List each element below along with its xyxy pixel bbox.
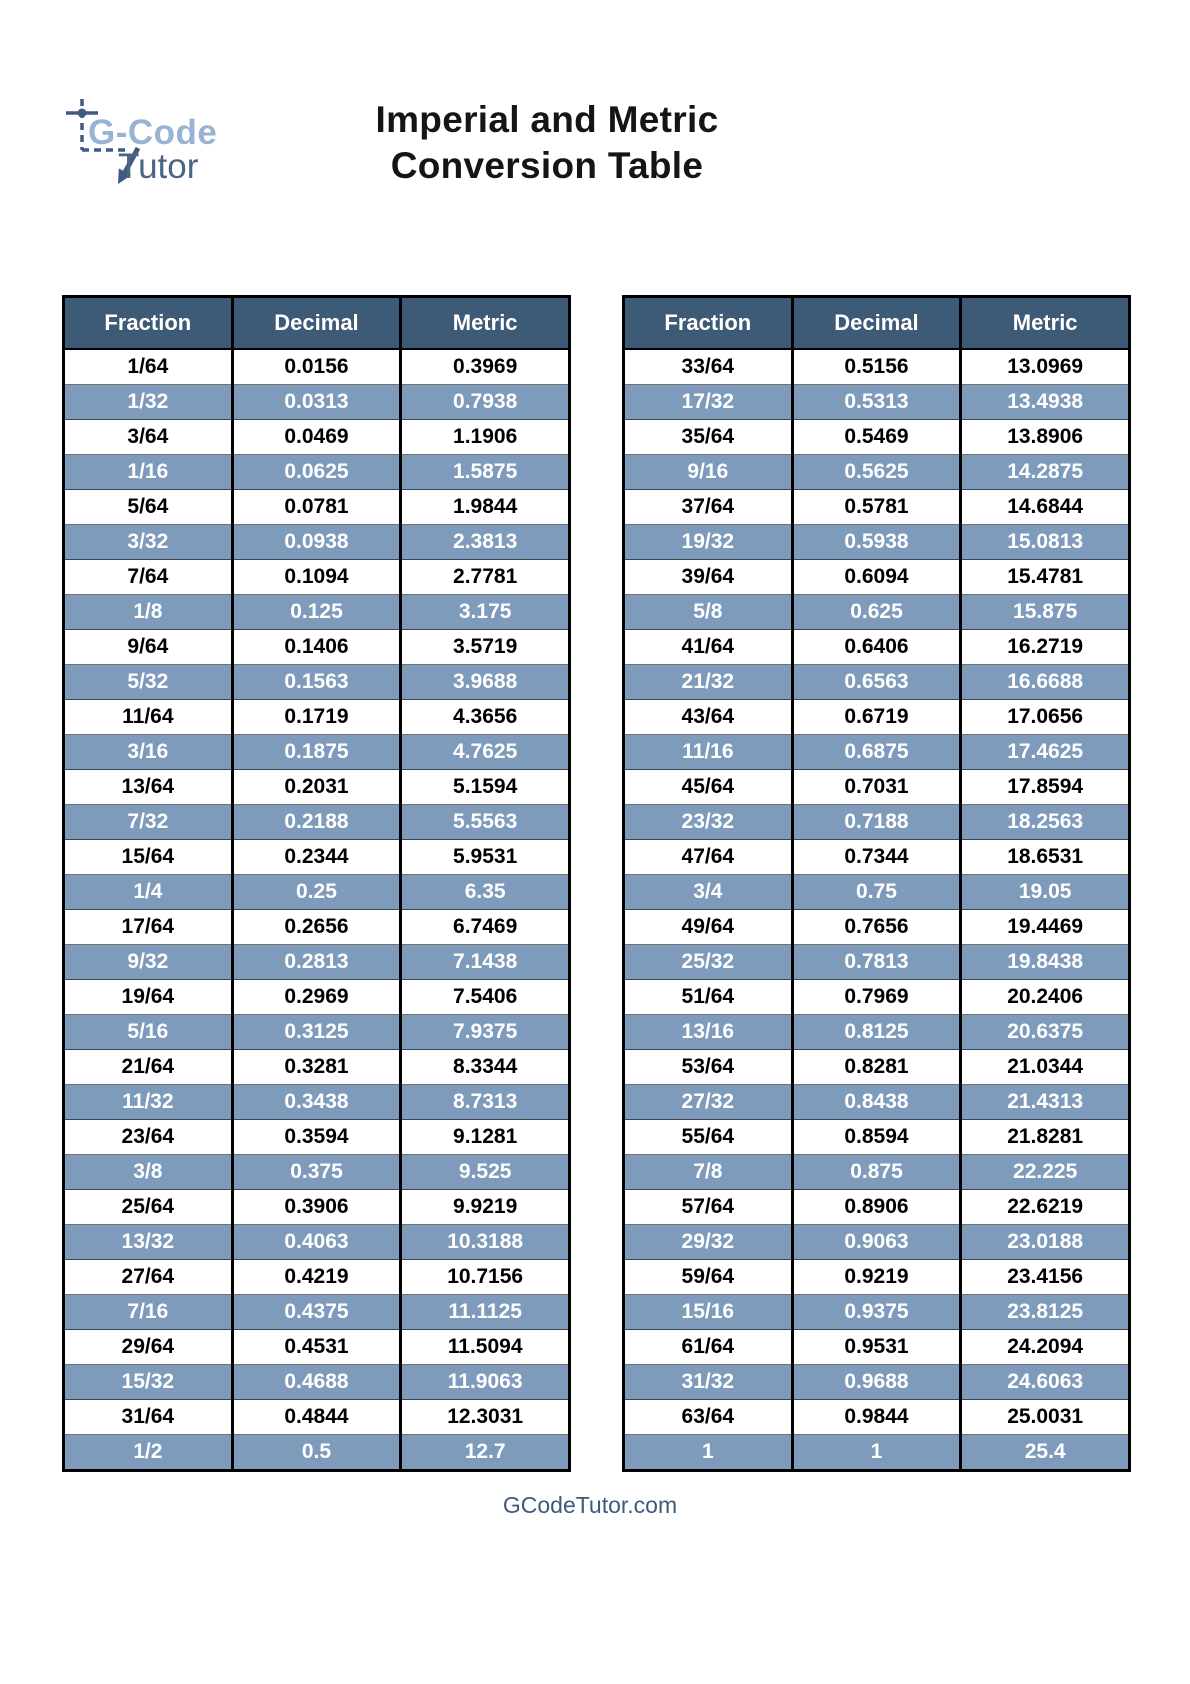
table-cell: 19/64 bbox=[64, 980, 233, 1015]
table-cell: 21/64 bbox=[64, 1050, 233, 1085]
table-cell: 0.2344 bbox=[232, 840, 401, 875]
column-header-fraction: Fraction bbox=[624, 297, 793, 350]
table-row bbox=[64, 945, 570, 980]
table-cell: 0.1719 bbox=[232, 700, 401, 735]
table-row bbox=[624, 385, 1130, 420]
table-cell: 29/32 bbox=[624, 1225, 793, 1260]
table-cell: 0.5469 bbox=[792, 420, 961, 455]
table-row bbox=[624, 980, 1130, 1015]
table-row bbox=[64, 1085, 570, 1120]
table-row bbox=[64, 420, 570, 455]
table-cell: 3/16 bbox=[64, 735, 233, 770]
table-row bbox=[64, 1435, 570, 1471]
table-cell: 17.0656 bbox=[961, 700, 1130, 735]
table-cell: 5.9531 bbox=[401, 840, 570, 875]
table-row bbox=[624, 595, 1130, 630]
table-cell: 13/16 bbox=[624, 1015, 793, 1050]
table-row bbox=[64, 700, 570, 735]
table-cell: 0.3906 bbox=[232, 1190, 401, 1225]
table-row bbox=[64, 595, 570, 630]
table-cell: 0.3438 bbox=[232, 1085, 401, 1120]
table-cell: 16.2719 bbox=[961, 630, 1130, 665]
table-cell: 3.5719 bbox=[401, 630, 570, 665]
table-row bbox=[64, 385, 570, 420]
table-cell: 11.5094 bbox=[401, 1330, 570, 1365]
table-row bbox=[624, 349, 1130, 385]
table-cell: 11.1125 bbox=[401, 1295, 570, 1330]
table-cell: 11/16 bbox=[624, 735, 793, 770]
footer-website-text: GCodeTutor.com bbox=[502, 1492, 678, 1518]
table-cell: 0.5781 bbox=[792, 490, 961, 525]
table-cell: 12.7 bbox=[401, 1435, 570, 1471]
table-row bbox=[64, 1155, 570, 1190]
table-cell: 0.1406 bbox=[232, 630, 401, 665]
table-row bbox=[624, 1050, 1130, 1085]
table-cell: 0.625 bbox=[792, 595, 961, 630]
table-row bbox=[64, 910, 570, 945]
table-cell: 7/32 bbox=[64, 805, 233, 840]
table-row bbox=[64, 630, 570, 665]
table-cell: 2.7781 bbox=[401, 560, 570, 595]
table-cell: 11/64 bbox=[64, 700, 233, 735]
table-cell: 13/32 bbox=[64, 1225, 233, 1260]
table-cell: 16.6688 bbox=[961, 665, 1130, 700]
column-header-decimal: Decimal bbox=[232, 297, 401, 350]
table-cell: 10.7156 bbox=[401, 1260, 570, 1295]
page-title bbox=[0, 97, 1094, 189]
table-cell: 13/64 bbox=[64, 770, 233, 805]
table-cell: 0.7969 bbox=[792, 980, 961, 1015]
table-row bbox=[64, 1295, 570, 1330]
table-cell: 19.05 bbox=[961, 875, 1130, 910]
table-cell: 0.4688 bbox=[232, 1365, 401, 1400]
table-cell: 15/32 bbox=[64, 1365, 233, 1400]
table-cell: 0.8125 bbox=[792, 1015, 961, 1050]
table-cell: 0.0313 bbox=[232, 385, 401, 420]
table-cell: 0.3969 bbox=[401, 349, 570, 385]
table-cell: 18.6531 bbox=[961, 840, 1130, 875]
table-cell: 0.2031 bbox=[232, 770, 401, 805]
table-cell: 18.2563 bbox=[961, 805, 1130, 840]
conversion-tables bbox=[62, 295, 1131, 1472]
table-cell: 47/64 bbox=[624, 840, 793, 875]
table-cell: 29/64 bbox=[64, 1330, 233, 1365]
table-cell: 9/32 bbox=[64, 945, 233, 980]
table-row bbox=[624, 630, 1130, 665]
table-cell: 0.9844 bbox=[792, 1400, 961, 1435]
table-cell: 0.5938 bbox=[792, 525, 961, 560]
table-cell: 0.1875 bbox=[232, 735, 401, 770]
table-cell: 0.8281 bbox=[792, 1050, 961, 1085]
table-cell: 0.4375 bbox=[232, 1295, 401, 1330]
table-cell: 1/8 bbox=[64, 595, 233, 630]
table-cell: 8.7313 bbox=[401, 1085, 570, 1120]
table-row bbox=[624, 1400, 1130, 1435]
table-cell: 5.1594 bbox=[401, 770, 570, 805]
table-row bbox=[64, 1365, 570, 1400]
table-cell: 31/64 bbox=[64, 1400, 233, 1435]
table-cell: 19/32 bbox=[624, 525, 793, 560]
table-cell: 1/2 bbox=[64, 1435, 233, 1471]
table-cell: 0.2656 bbox=[232, 910, 401, 945]
table-cell: 1.5875 bbox=[401, 455, 570, 490]
table-cell: 7.1438 bbox=[401, 945, 570, 980]
table-cell: 0.9063 bbox=[792, 1225, 961, 1260]
table-cell: 19.8438 bbox=[961, 945, 1130, 980]
table-row bbox=[624, 1435, 1130, 1471]
table-row bbox=[64, 1050, 570, 1085]
table-cell: 0.0781 bbox=[232, 490, 401, 525]
table-cell: 0.6719 bbox=[792, 700, 961, 735]
table-row bbox=[624, 945, 1130, 980]
page-title-line1: Imperial and Metric bbox=[375, 99, 719, 140]
table-cell: 57/64 bbox=[624, 1190, 793, 1225]
table-cell: 1 bbox=[624, 1435, 793, 1471]
table-cell: 53/64 bbox=[624, 1050, 793, 1085]
table-row bbox=[624, 420, 1130, 455]
table-cell: 0.7188 bbox=[792, 805, 961, 840]
table-cell: 0.8906 bbox=[792, 1190, 961, 1225]
table-cell: 20.6375 bbox=[961, 1015, 1130, 1050]
footer bbox=[0, 1492, 1180, 1519]
table-row bbox=[64, 805, 570, 840]
table-cell: 4.7625 bbox=[401, 735, 570, 770]
table-row bbox=[64, 1190, 570, 1225]
table-cell: 9.1281 bbox=[401, 1120, 570, 1155]
table-row bbox=[64, 1225, 570, 1260]
table-cell: 13.8906 bbox=[961, 420, 1130, 455]
table-cell: 22.225 bbox=[961, 1155, 1130, 1190]
conversion-table-right bbox=[622, 295, 1131, 1472]
table-cell: 43/64 bbox=[624, 700, 793, 735]
table-row bbox=[64, 980, 570, 1015]
table-cell: 0.8594 bbox=[792, 1120, 961, 1155]
table-row bbox=[64, 735, 570, 770]
table-cell: 15/16 bbox=[624, 1295, 793, 1330]
table-row bbox=[64, 1120, 570, 1155]
table-cell: 7/16 bbox=[64, 1295, 233, 1330]
table-cell: 0.6563 bbox=[792, 665, 961, 700]
table-cell: 15.0813 bbox=[961, 525, 1130, 560]
table-row bbox=[64, 490, 570, 525]
table-cell: 0.0938 bbox=[232, 525, 401, 560]
table-cell: 1 bbox=[792, 1435, 961, 1471]
table-cell: 7.9375 bbox=[401, 1015, 570, 1050]
column-header-fraction: Fraction bbox=[64, 297, 233, 350]
table-row bbox=[624, 1330, 1130, 1365]
table-row bbox=[624, 455, 1130, 490]
table-cell: 0.5313 bbox=[792, 385, 961, 420]
table-row bbox=[64, 1330, 570, 1365]
table-row bbox=[64, 349, 570, 385]
table-cell: 5/8 bbox=[624, 595, 793, 630]
column-header-metric: Metric bbox=[401, 297, 570, 350]
table-cell: 25/32 bbox=[624, 945, 793, 980]
table-cell: 37/64 bbox=[624, 490, 793, 525]
table-row bbox=[64, 875, 570, 910]
table-cell: 41/64 bbox=[624, 630, 793, 665]
table-cell: 23.0188 bbox=[961, 1225, 1130, 1260]
column-header-decimal: Decimal bbox=[792, 297, 961, 350]
table-cell: 10.3188 bbox=[401, 1225, 570, 1260]
table-cell: 0.7656 bbox=[792, 910, 961, 945]
table-row bbox=[624, 1085, 1130, 1120]
table-cell: 0.9375 bbox=[792, 1295, 961, 1330]
table-cell: 19.4469 bbox=[961, 910, 1130, 945]
table-row bbox=[624, 525, 1130, 560]
table-cell: 3.9688 bbox=[401, 665, 570, 700]
table-row bbox=[64, 455, 570, 490]
table-cell: 1/4 bbox=[64, 875, 233, 910]
table-cell: 0.9531 bbox=[792, 1330, 961, 1365]
table-cell: 3/64 bbox=[64, 420, 233, 455]
table-cell: 15.4781 bbox=[961, 560, 1130, 595]
table-row bbox=[624, 1295, 1130, 1330]
table-cell: 5/16 bbox=[64, 1015, 233, 1050]
table-cell: 0.3125 bbox=[232, 1015, 401, 1050]
table-cell: 27/64 bbox=[64, 1260, 233, 1295]
table-cell: 2.3813 bbox=[401, 525, 570, 560]
table-cell: 25.4 bbox=[961, 1435, 1130, 1471]
table-cell: 15.875 bbox=[961, 595, 1130, 630]
table-cell: 3/4 bbox=[624, 875, 793, 910]
table-row bbox=[64, 560, 570, 595]
table-row bbox=[624, 1365, 1130, 1400]
table-cell: 3/32 bbox=[64, 525, 233, 560]
table-cell: 3/8 bbox=[64, 1155, 233, 1190]
table-cell: 12.3031 bbox=[401, 1400, 570, 1435]
table-cell: 0.5625 bbox=[792, 455, 961, 490]
table-row bbox=[624, 910, 1130, 945]
table-cell: 0.375 bbox=[232, 1155, 401, 1190]
brand-name-gcode: G-Code bbox=[88, 113, 218, 152]
page-title-line2: Conversion Table bbox=[390, 145, 704, 186]
table-cell: 0.2188 bbox=[232, 805, 401, 840]
table-cell: 31/32 bbox=[624, 1365, 793, 1400]
table-header-row bbox=[64, 297, 570, 350]
table-cell: 7.5406 bbox=[401, 980, 570, 1015]
table-row bbox=[64, 665, 570, 700]
table-cell: 0.5 bbox=[232, 1435, 401, 1471]
table-cell: 14.6844 bbox=[961, 490, 1130, 525]
table-cell: 49/64 bbox=[624, 910, 793, 945]
table-cell: 0.2813 bbox=[232, 945, 401, 980]
table-cell: 1.9844 bbox=[401, 490, 570, 525]
table-cell: 5/64 bbox=[64, 490, 233, 525]
table-cell: 11/32 bbox=[64, 1085, 233, 1120]
table-cell: 7/64 bbox=[64, 560, 233, 595]
table-cell: 0.9688 bbox=[792, 1365, 961, 1400]
table-cell: 0.875 bbox=[792, 1155, 961, 1190]
table-cell: 0.1094 bbox=[232, 560, 401, 595]
table-cell: 0.6875 bbox=[792, 735, 961, 770]
table-row bbox=[624, 700, 1130, 735]
table-cell: 23.4156 bbox=[961, 1260, 1130, 1295]
table-cell: 23/64 bbox=[64, 1120, 233, 1155]
table-row bbox=[64, 1015, 570, 1050]
table-cell: 17.8594 bbox=[961, 770, 1130, 805]
table-row bbox=[624, 840, 1130, 875]
table-cell: 0.4531 bbox=[232, 1330, 401, 1365]
table-cell: 55/64 bbox=[624, 1120, 793, 1155]
table-cell: 11.9063 bbox=[401, 1365, 570, 1400]
table-cell: 6.7469 bbox=[401, 910, 570, 945]
table-row bbox=[624, 805, 1130, 840]
table-cell: 0.0156 bbox=[232, 349, 401, 385]
table-cell: 0.0625 bbox=[232, 455, 401, 490]
table-cell: 8.3344 bbox=[401, 1050, 570, 1085]
table-cell: 33/64 bbox=[624, 349, 793, 385]
table-cell: 0.0469 bbox=[232, 420, 401, 455]
table-row bbox=[624, 1120, 1130, 1155]
table-row bbox=[624, 490, 1130, 525]
table-cell: 0.125 bbox=[232, 595, 401, 630]
table-cell: 13.4938 bbox=[961, 385, 1130, 420]
table-cell: 23.8125 bbox=[961, 1295, 1130, 1330]
table-cell: 0.8438 bbox=[792, 1085, 961, 1120]
table-cell: 0.75 bbox=[792, 875, 961, 910]
table-row bbox=[624, 1015, 1130, 1050]
table-row bbox=[64, 1400, 570, 1435]
table-cell: 0.7344 bbox=[792, 840, 961, 875]
table-cell: 59/64 bbox=[624, 1260, 793, 1295]
table-cell: 23/32 bbox=[624, 805, 793, 840]
table-cell: 9/64 bbox=[64, 630, 233, 665]
table-row bbox=[624, 560, 1130, 595]
table-cell: 0.9219 bbox=[792, 1260, 961, 1295]
table-cell: 9.9219 bbox=[401, 1190, 570, 1225]
table-row bbox=[624, 665, 1130, 700]
table-cell: 21.4313 bbox=[961, 1085, 1130, 1120]
table-row bbox=[624, 875, 1130, 910]
table-cell: 0.6094 bbox=[792, 560, 961, 595]
table-row bbox=[624, 1190, 1130, 1225]
column-header-metric: Metric bbox=[961, 297, 1130, 350]
table-cell: 13.0969 bbox=[961, 349, 1130, 385]
table-row bbox=[624, 1260, 1130, 1295]
table-row bbox=[624, 1225, 1130, 1260]
table-cell: 1/32 bbox=[64, 385, 233, 420]
table-cell: 5.5563 bbox=[401, 805, 570, 840]
table-cell: 24.2094 bbox=[961, 1330, 1130, 1365]
table-cell: 0.25 bbox=[232, 875, 401, 910]
table-row bbox=[624, 1155, 1130, 1190]
table-row bbox=[64, 770, 570, 805]
table-cell: 0.2969 bbox=[232, 980, 401, 1015]
table-row bbox=[624, 770, 1130, 805]
table-cell: 27/32 bbox=[624, 1085, 793, 1120]
table-row bbox=[64, 840, 570, 875]
table-cell: 1/16 bbox=[64, 455, 233, 490]
table-cell: 5/32 bbox=[64, 665, 233, 700]
table-cell: 21.8281 bbox=[961, 1120, 1130, 1155]
table-row bbox=[64, 1260, 570, 1295]
brand-name-tutor: Tutor bbox=[118, 147, 199, 186]
conversion-table-left bbox=[62, 295, 571, 1472]
table-cell: 20.2406 bbox=[961, 980, 1130, 1015]
table-cell: 1/64 bbox=[64, 349, 233, 385]
table-cell: 6.35 bbox=[401, 875, 570, 910]
table-cell: 3.175 bbox=[401, 595, 570, 630]
table-cell: 0.7813 bbox=[792, 945, 961, 980]
table-cell: 0.1563 bbox=[232, 665, 401, 700]
table-cell: 15/64 bbox=[64, 840, 233, 875]
table-header-row bbox=[624, 297, 1130, 350]
table-cell: 14.2875 bbox=[961, 455, 1130, 490]
table-cell: 0.3281 bbox=[232, 1050, 401, 1085]
table-cell: 21.0344 bbox=[961, 1050, 1130, 1085]
table-cell: 0.4844 bbox=[232, 1400, 401, 1435]
table-cell: 17/32 bbox=[624, 385, 793, 420]
table-cell: 17/64 bbox=[64, 910, 233, 945]
table-cell: 4.3656 bbox=[401, 700, 570, 735]
table-cell: 24.6063 bbox=[961, 1365, 1130, 1400]
table-cell: 22.6219 bbox=[961, 1190, 1130, 1225]
table-cell: 9/16 bbox=[624, 455, 793, 490]
table-cell: 7/8 bbox=[624, 1155, 793, 1190]
table-cell: 0.6406 bbox=[792, 630, 961, 665]
table-cell: 1.1906 bbox=[401, 420, 570, 455]
table-cell: 39/64 bbox=[624, 560, 793, 595]
table-cell: 45/64 bbox=[624, 770, 793, 805]
table-cell: 0.4063 bbox=[232, 1225, 401, 1260]
table-cell: 9.525 bbox=[401, 1155, 570, 1190]
table-cell: 61/64 bbox=[624, 1330, 793, 1365]
table-cell: 25/64 bbox=[64, 1190, 233, 1225]
table-cell: 63/64 bbox=[624, 1400, 793, 1435]
table-cell: 17.4625 bbox=[961, 735, 1130, 770]
table-cell: 51/64 bbox=[624, 980, 793, 1015]
table-cell: 35/64 bbox=[624, 420, 793, 455]
table-cell: 0.3594 bbox=[232, 1120, 401, 1155]
table-cell: 0.4219 bbox=[232, 1260, 401, 1295]
table-row bbox=[624, 735, 1130, 770]
table-cell: 25.0031 bbox=[961, 1400, 1130, 1435]
table-cell: 0.7938 bbox=[401, 385, 570, 420]
table-row bbox=[64, 525, 570, 560]
table-cell: 21/32 bbox=[624, 665, 793, 700]
table-cell: 0.7031 bbox=[792, 770, 961, 805]
table-cell: 0.5156 bbox=[792, 349, 961, 385]
